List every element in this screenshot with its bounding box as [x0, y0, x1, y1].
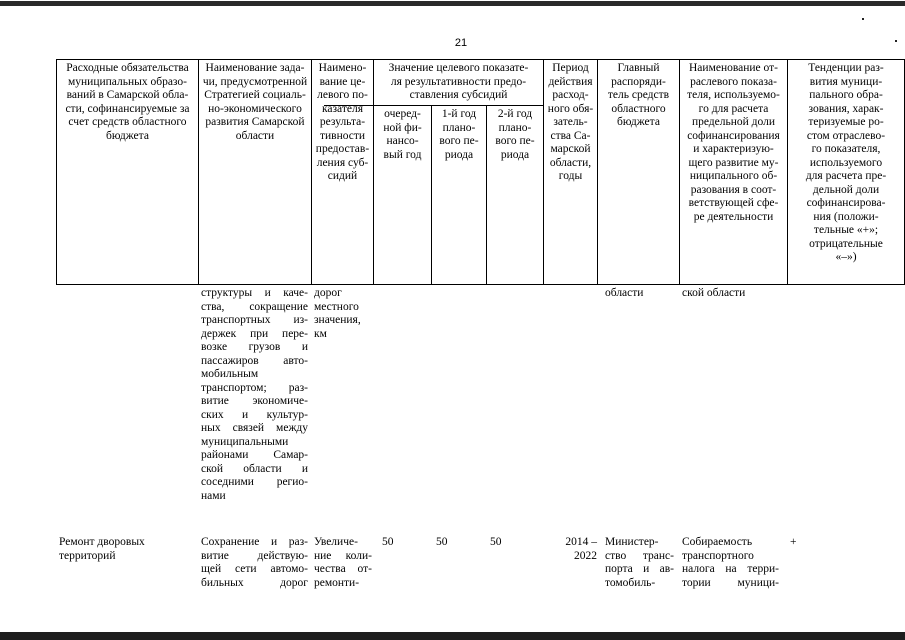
- header-bottom-border: [56, 284, 905, 285]
- header-sector-indicator: Наименование от- раслевого показа- теля, используемо- го для расчета предельной доли софинансирования и характеризую- щего развитие му- ниципального об- разования в соот- ветствующей сфе- ре деятельности: [687, 62, 780, 223]
- top-scan-border: [0, 1, 905, 6]
- page-number: 21: [454, 37, 468, 49]
- header-current-year: очеред- ной фи- нансо- вый год: [383, 108, 422, 161]
- header-top-border: [56, 59, 905, 60]
- col-border: [56, 59, 57, 285]
- row-administrator-text: Министер- ство транс- порта и ав- томобиль-: [605, 536, 674, 589]
- header-strategy-task: Наименование зада- чи, предусмотренной Стратегией социаль- но-экономического развития Самарской области: [202, 62, 308, 142]
- continuation-sector-text: ской области: [682, 287, 746, 299]
- scan-speck: [862, 18, 864, 20]
- row-sector-indicator-text: Собираемость транспортного налога на терри- тории муници-: [682, 536, 779, 589]
- continuation-indicator-text: дорог местного значения, км: [314, 287, 361, 340]
- header-chief-administrator: Главный распоряди- тель средств областного бюджета: [607, 62, 670, 128]
- row-expenditure-name: Ремонт дворовых территорий: [59, 536, 145, 562]
- header-expenditure-obligations: Расходные обязательства муниципальных образо- ваний в Самарской обла- сти, софинансируемые за счет средств областного бюджета: [65, 62, 190, 142]
- table-header: [56, 59, 905, 285]
- continuation-administrator-text: области: [605, 287, 644, 299]
- row-value-plan-year-2: 50: [490, 536, 502, 548]
- header-period: Период действия расход- ного обя- затель- ства Са- марской области, годы: [547, 62, 594, 182]
- header-plan-year-1: 1-й год плано- вого пе- риода: [439, 108, 479, 161]
- row-value-plan-year-1: 50: [436, 536, 448, 548]
- bottom-scan-border: [0, 632, 905, 640]
- header-trends: Тенденции раз- вития муници- пального обра- зования, харак- теризуемые ро- стом отраслево- го показателя, используемого для расчета пре- дельной доли софинансирова- ния (положи- тельные «+»; отрицательные «–»): [805, 62, 887, 263]
- scan-speck: [895, 40, 897, 42]
- row-period: 2014 – 2022: [565, 536, 597, 562]
- continuation-task-text: структуры и каче- ства, сокращение транспортных из- держек при пере- возке грузов и пассажиров авто- мобильным транспортом; раз- витие экономиче- ских и культур- ных связей между муниципальными районами Самар- ской области и соседними регио- нами: [201, 287, 308, 502]
- header-indicator-name: Наимено- вание це- левого по- казателя результа- тивности предостав- ления суб- сидий: [315, 62, 370, 182]
- header-plan-year-2: 2-й год плано- вого пе- риода: [495, 108, 535, 161]
- row-trend-sign: +: [790, 536, 797, 548]
- col-border: [198, 59, 199, 285]
- row-indicator-text: Увеличе- ние коли- чества от- ремонти-: [314, 536, 372, 589]
- row-value-current-year: 50: [382, 536, 394, 548]
- row-task-text: Сохранение и раз- витие действую- щей сети автомо- бильных дорог: [201, 536, 308, 589]
- header-indicator-value-group: Значение целевого показате- ля результативности предо- ставления субсидий: [388, 62, 529, 101]
